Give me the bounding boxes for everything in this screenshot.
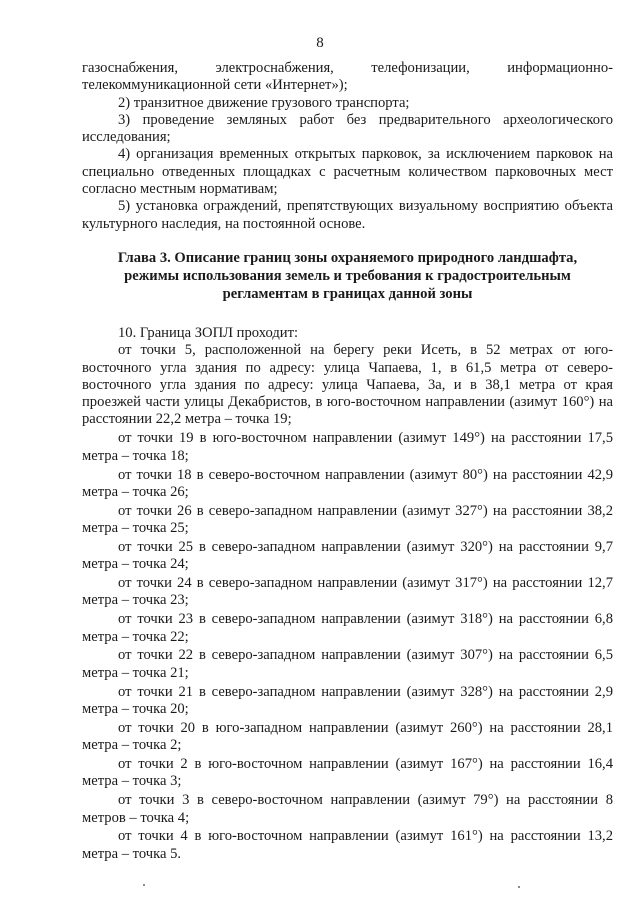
boundary-item: от точки 24 в северо-западном направлении (азимут 317°) на расстоянии 12,7 метра – точка 23; [82,575,613,609]
boundary-item: от точки 21 в северо-западном направлении (азимут 328°) на расстоянии 2,9 метра – точка 20; [82,683,613,717]
boundary-list [82,342,613,863]
intro-paragraph-4: 4) организация временных открытых парковок, за исключением парковок на специально отведенных площадках с расчетным количеством парковочных мест согласно местным нормативам; [82,146,613,198]
page-number: 8 [316,35,324,51]
boundary-item: от точки 25 в северо-западном направлении (азимут 320°) на расстоянии 9,7 метра – точка 24; [82,538,613,573]
boundary-item: от точки 4 в юго-восточном направлении (азимут 161°) на расстоянии 13,2 метра – точка 5. [82,828,613,862]
page-content [82,60,613,865]
boundary-item: от точки 3 в северо-восточном направлении (азимут 79°) на расстоянии 8 метров – точка 4; [82,792,613,826]
scan-speck [143,884,145,886]
boundary-item: от точки 19 в юго-восточном направлении (азимут 149°) на расстоянии 17,5 метра – точка 18; [82,430,613,464]
chapter-heading: Глава 3. Описание границ зоны охраняемого природного ландшафта, режимы использования земель и требования к градостроительным регламентам в границах данной зоны [117,249,578,302]
boundary-item: от точки 20 в юго-западном направлении (азимут 260°) на расстоянии 28,1 метра – точка 2; [82,719,613,754]
boundary-intro: 10. Граница ЗОПЛ проходит: [118,324,298,341]
scan-speck [518,886,520,888]
boundary-item: от точки 5, расположенной на берегу реки Исеть, в 52 метрах от юго-восточного угла здания по адресу: улица Чапаева, 1, в 61,5 метра от северо-восточного угла здания по адресу: улица Чапаева, 3а, и в 38,1 метра от края проезжей части улицы Декабристов, в юго-восточном направлении (азимут 160°) на расстоянии 22,2 метра – точка 19; [82,342,613,428]
spacer [82,233,613,249]
intro-paragraph-2: 2) транзитное движение грузового транспорта; [118,94,410,111]
intro-paragraph-1: газоснабжения, электроснабжения, телефонизации, информационно-телекоммуникационной сети «Интернет»); [82,60,613,94]
boundary-item: от точки 26 в северо-западном направлении (азимут 327°) на расстоянии 38,2 метра – точка 25; [82,502,613,537]
intro-paragraph-3: 3) проведение земляных работ без предварительного археологического исследования; [82,111,613,146]
boundary-item: от точки 2 в юго-восточном направлении (азимут 167°) на расстоянии 16,4 метра – точка 3; [82,756,613,790]
boundary-item: от точки 23 в северо-западном направлении (азимут 318°) на расстоянии 6,8 метра – точка 22; [82,611,613,645]
intro-paragraph-5: 5) установка ограждений, препятствующих визуальному восприятию объекта культурного наследия, на постоянной основе. [82,198,613,232]
boundary-item: от точки 18 в северо-восточном направлении (азимут 80°) на расстоянии 42,9 метра – точка 26; [82,466,613,500]
spacer [82,303,613,325]
boundary-item: от точки 22 в северо-западном направлении (азимут 307°) на расстоянии 6,5 метра – точка 21; [82,647,613,681]
